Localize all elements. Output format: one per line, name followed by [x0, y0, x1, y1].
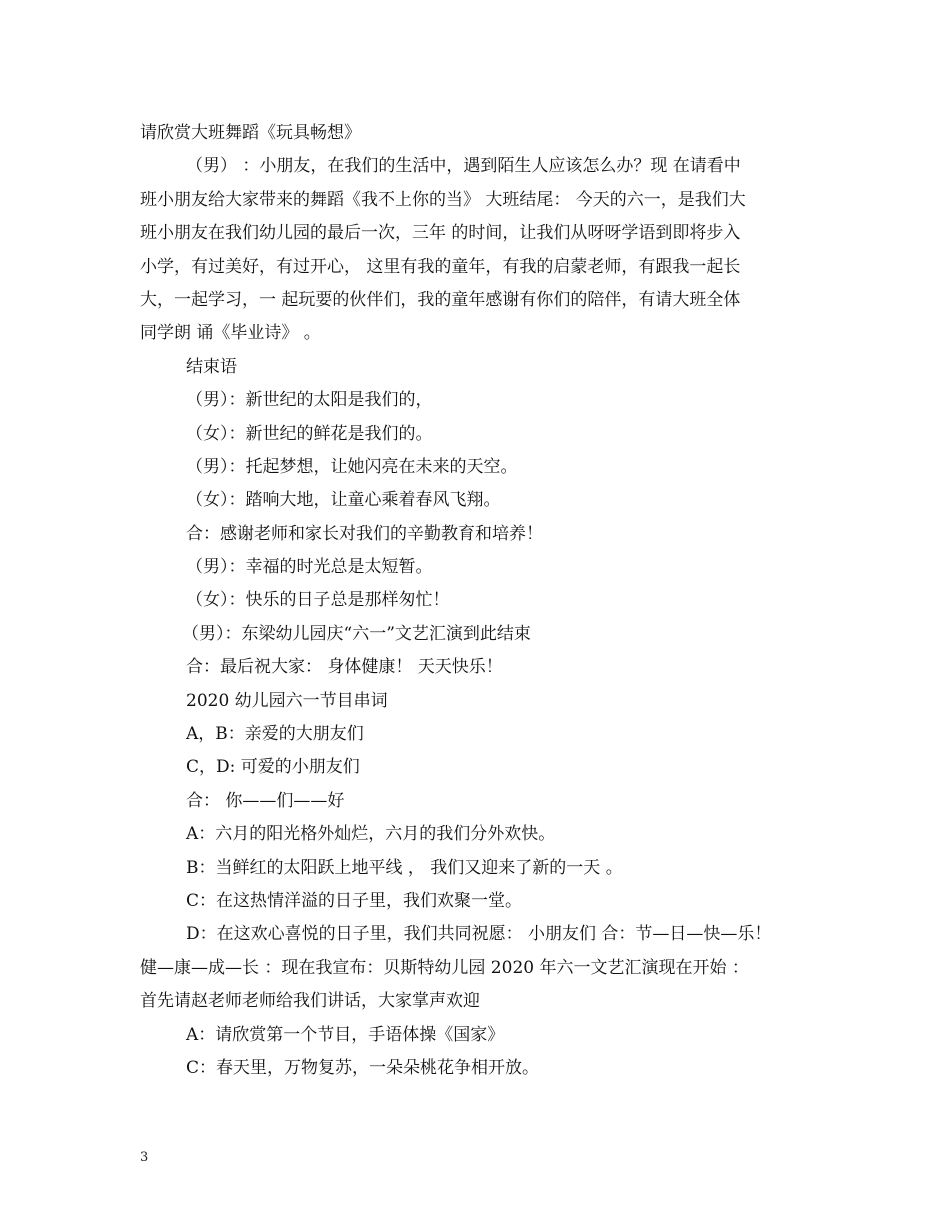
text-line: A：六月的阳光格外灿烂，六月的我们分外欢快。 — [186, 824, 556, 845]
text-line: 小学，有过美好，有过开心， 这里有我的童年，有我的启蒙老师，有跟我一起长 — [140, 256, 741, 277]
text-line: 大，一起学习，一 起玩要的伙伴们，我的童年感谢有你们的陪伴，有请大班全体 — [140, 289, 741, 310]
text-line: 班小朋友给大家带来的舞蹈《我不上你的当》 大班结尾： 今天的六一，是我们大 — [140, 189, 746, 210]
text-line: 首先请赵老师老师给我们讲话，大家掌声欢迎 — [140, 991, 480, 1012]
text-line: A：请欣赏第一个节目，手语体操《国家》 — [186, 1024, 505, 1045]
document-body — [140, 117, 830, 1085]
text-line: C：在这热情洋溢的日子里，我们欢聚一堂。 — [186, 890, 523, 911]
text-line: 合：感谢老师和家长对我们的辛勤教育和培养！ — [186, 523, 543, 544]
text-line: 健—康—成—长 ：现在我宣布：贝斯特幼儿园 2020 年六一文艺汇演现在开始 ： — [140, 957, 749, 978]
page-number: 3 — [140, 1150, 149, 1165]
text-line: 合： 你——们——好 — [186, 790, 345, 811]
text-line: （女）：踏响大地，让童心乘着春风飞翔。 — [186, 490, 501, 511]
text-line: （男） ：小朋友，在我们的生活中，遇到陌生人应该怎么办？现 在请看中 — [186, 156, 741, 177]
text-line: （男）：托起梦想，让她闪亮在未来的天空。 — [186, 456, 518, 477]
text-line: B：当鲜红的太阳跃上地平线 ， 我们又迎来了新的一天 。 — [186, 857, 623, 878]
text-line: 合：最后祝大家： 身体健康！ 天天快乐！ — [186, 657, 503, 678]
text-line: A，B：亲爱的大朋友们 — [186, 724, 364, 745]
text-line: （男）：东梁幼儿园庆“六一”文艺汇演到此结束 — [182, 623, 531, 644]
text-line: C，D: 可爱的小朋友们 — [186, 757, 360, 778]
text-line: （男）：幸福的时光总是太短暂。 — [186, 557, 433, 578]
text-line: D：在这欢心喜悦的日子里，我们共同祝愿： 小朋友们 合：节—日—快—乐！ — [186, 924, 772, 945]
text-line: （女）：快乐的日子总是那样匆忙！ — [186, 590, 450, 611]
text-line: 请欣赏大班舞蹈《玩具畅想》 — [140, 123, 361, 143]
text-line: 2020 幼儿园六一节目串词 — [186, 690, 388, 711]
text-line: 班小朋友在我们幼儿园的最后一次，三年 的时间，让我们从呀呀学语到即将步入 — [140, 223, 741, 244]
text-line: C：春天里，万物复苏，一朵朵桃花争相开放。 — [186, 1057, 540, 1078]
text-line: （女）：新世纪的鲜花是我们的。 — [186, 423, 433, 444]
text-line: 结束语 — [186, 356, 237, 377]
text-line: （男）：新世纪的太阳是我们的， — [186, 390, 433, 411]
text-line: 同学朗 诵《毕业诗》 。 — [140, 323, 321, 344]
